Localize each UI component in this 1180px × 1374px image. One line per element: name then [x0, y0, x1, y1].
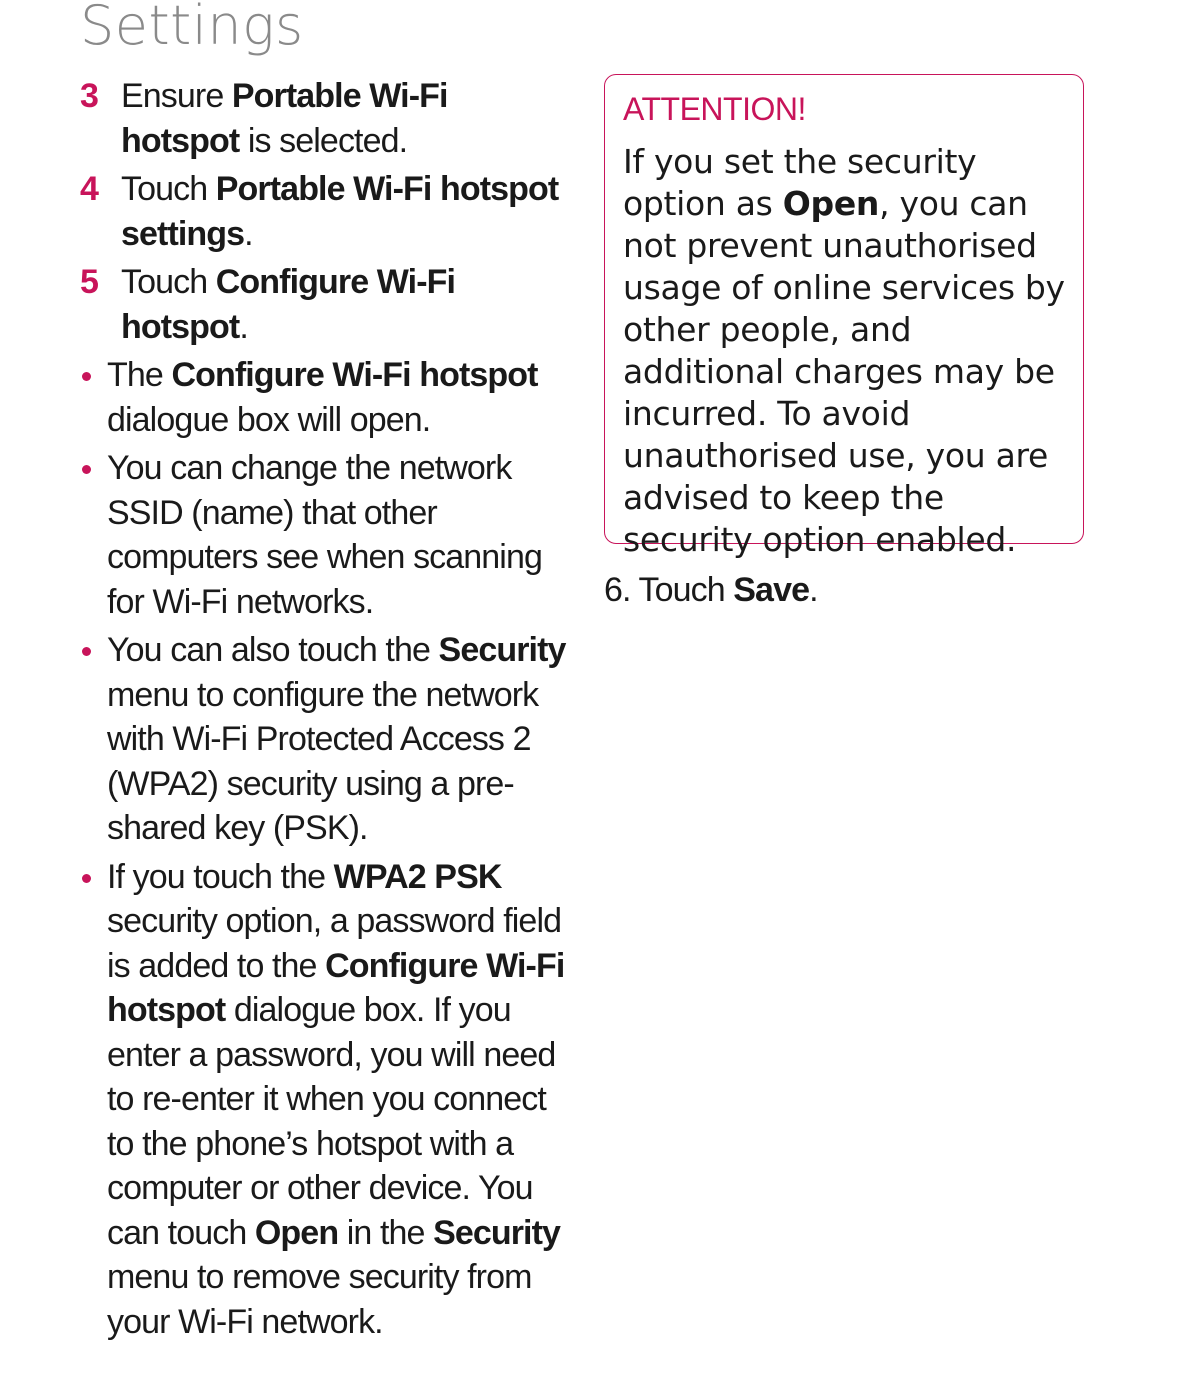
bullet-text: You can also touch the: [107, 631, 439, 669]
bullet-text: You can change the network SSID (name) that other computers see when scanning for Wi-Fi networks.: [107, 449, 542, 621]
bullet-bold-text: Security: [433, 1213, 561, 1252]
bullet-text: menu to configure the network with Wi-Fi Protected Access 2 (WPA2) security using a pre-shared key (PSK).: [107, 675, 539, 847]
bullet-dot-icon: [82, 874, 91, 883]
attention-text: If you set the security option as: [623, 142, 977, 223]
step-text: Touch: [630, 571, 734, 609]
bullet-bold-text: Configure Wi-Fi hotspot: [107, 946, 565, 1029]
step-number: 4: [80, 170, 99, 208]
step-text: is selected.: [239, 121, 408, 160]
step-3: [80, 74, 570, 163]
step-4: [80, 167, 570, 256]
bullet-text: menu to remove security from your Wi-Fi network.: [107, 1258, 532, 1341]
step-6: [604, 568, 818, 612]
step-5: [80, 260, 570, 349]
bullet-change-ssid: [80, 446, 570, 624]
step-number: 3: [80, 77, 99, 115]
attention-box: [604, 74, 1084, 559]
bullet-dot-icon: [82, 647, 91, 656]
bullet-text: The: [107, 356, 172, 394]
bullet-bold-text: WPA2 PSK: [333, 857, 502, 896]
step-number: 5: [80, 263, 99, 301]
step-text: Touch: [121, 263, 216, 301]
step-text: .: [239, 307, 248, 346]
bullet-bold-text: Security: [438, 631, 566, 669]
step-number: 6.: [604, 571, 631, 609]
attention-title: ATTENTION!: [623, 91, 806, 127]
bullet-dot-icon: [82, 465, 91, 474]
bullet-dialogue-opens: [80, 353, 570, 442]
page-title: Settings: [80, 0, 304, 57]
bullet-text: in the: [338, 1213, 434, 1252]
bullet-bold-text: Configure Wi-Fi hotspot: [171, 356, 538, 394]
bullet-text: dialogue box. If you enter a password, you will need to re-enter it when you connect to the phone’s hotspot with a computer or other device. You can touch: [107, 991, 556, 1252]
attention-text: , you can not prevent unauthorised usage of online services by other people, and additional charges may be incurred. To avoid unauthorised use, you are advised to keep the security option enabled.: [623, 184, 1065, 559]
attention-body: [623, 141, 1067, 561]
bullet-text: dialogue box will open.: [107, 400, 431, 439]
step-text: Touch: [121, 170, 216, 208]
bullet-bold-text: Open: [254, 1213, 339, 1252]
step-bold-text: Configure Wi-Fi hotspot: [121, 263, 456, 346]
bullet-dot-icon: [82, 372, 91, 381]
step-text: .: [244, 214, 253, 253]
bullet-text: security option, a password field is added to the: [107, 902, 562, 985]
bullet-wpa2-psk: [80, 855, 570, 1345]
step-bold-text: Portable Wi-Fi hotspot: [121, 77, 448, 160]
step-bold-text: Save: [733, 571, 810, 609]
step-text: .: [809, 571, 818, 609]
step-text: Ensure: [121, 77, 232, 115]
step-bold-text: Portable Wi-Fi hotspot settings: [121, 170, 559, 253]
attention-bold-text: Open: [782, 184, 880, 223]
bullet-security-menu: [80, 628, 570, 851]
bullet-text: If you touch the: [107, 857, 334, 896]
instructions-column: [80, 74, 570, 1348]
